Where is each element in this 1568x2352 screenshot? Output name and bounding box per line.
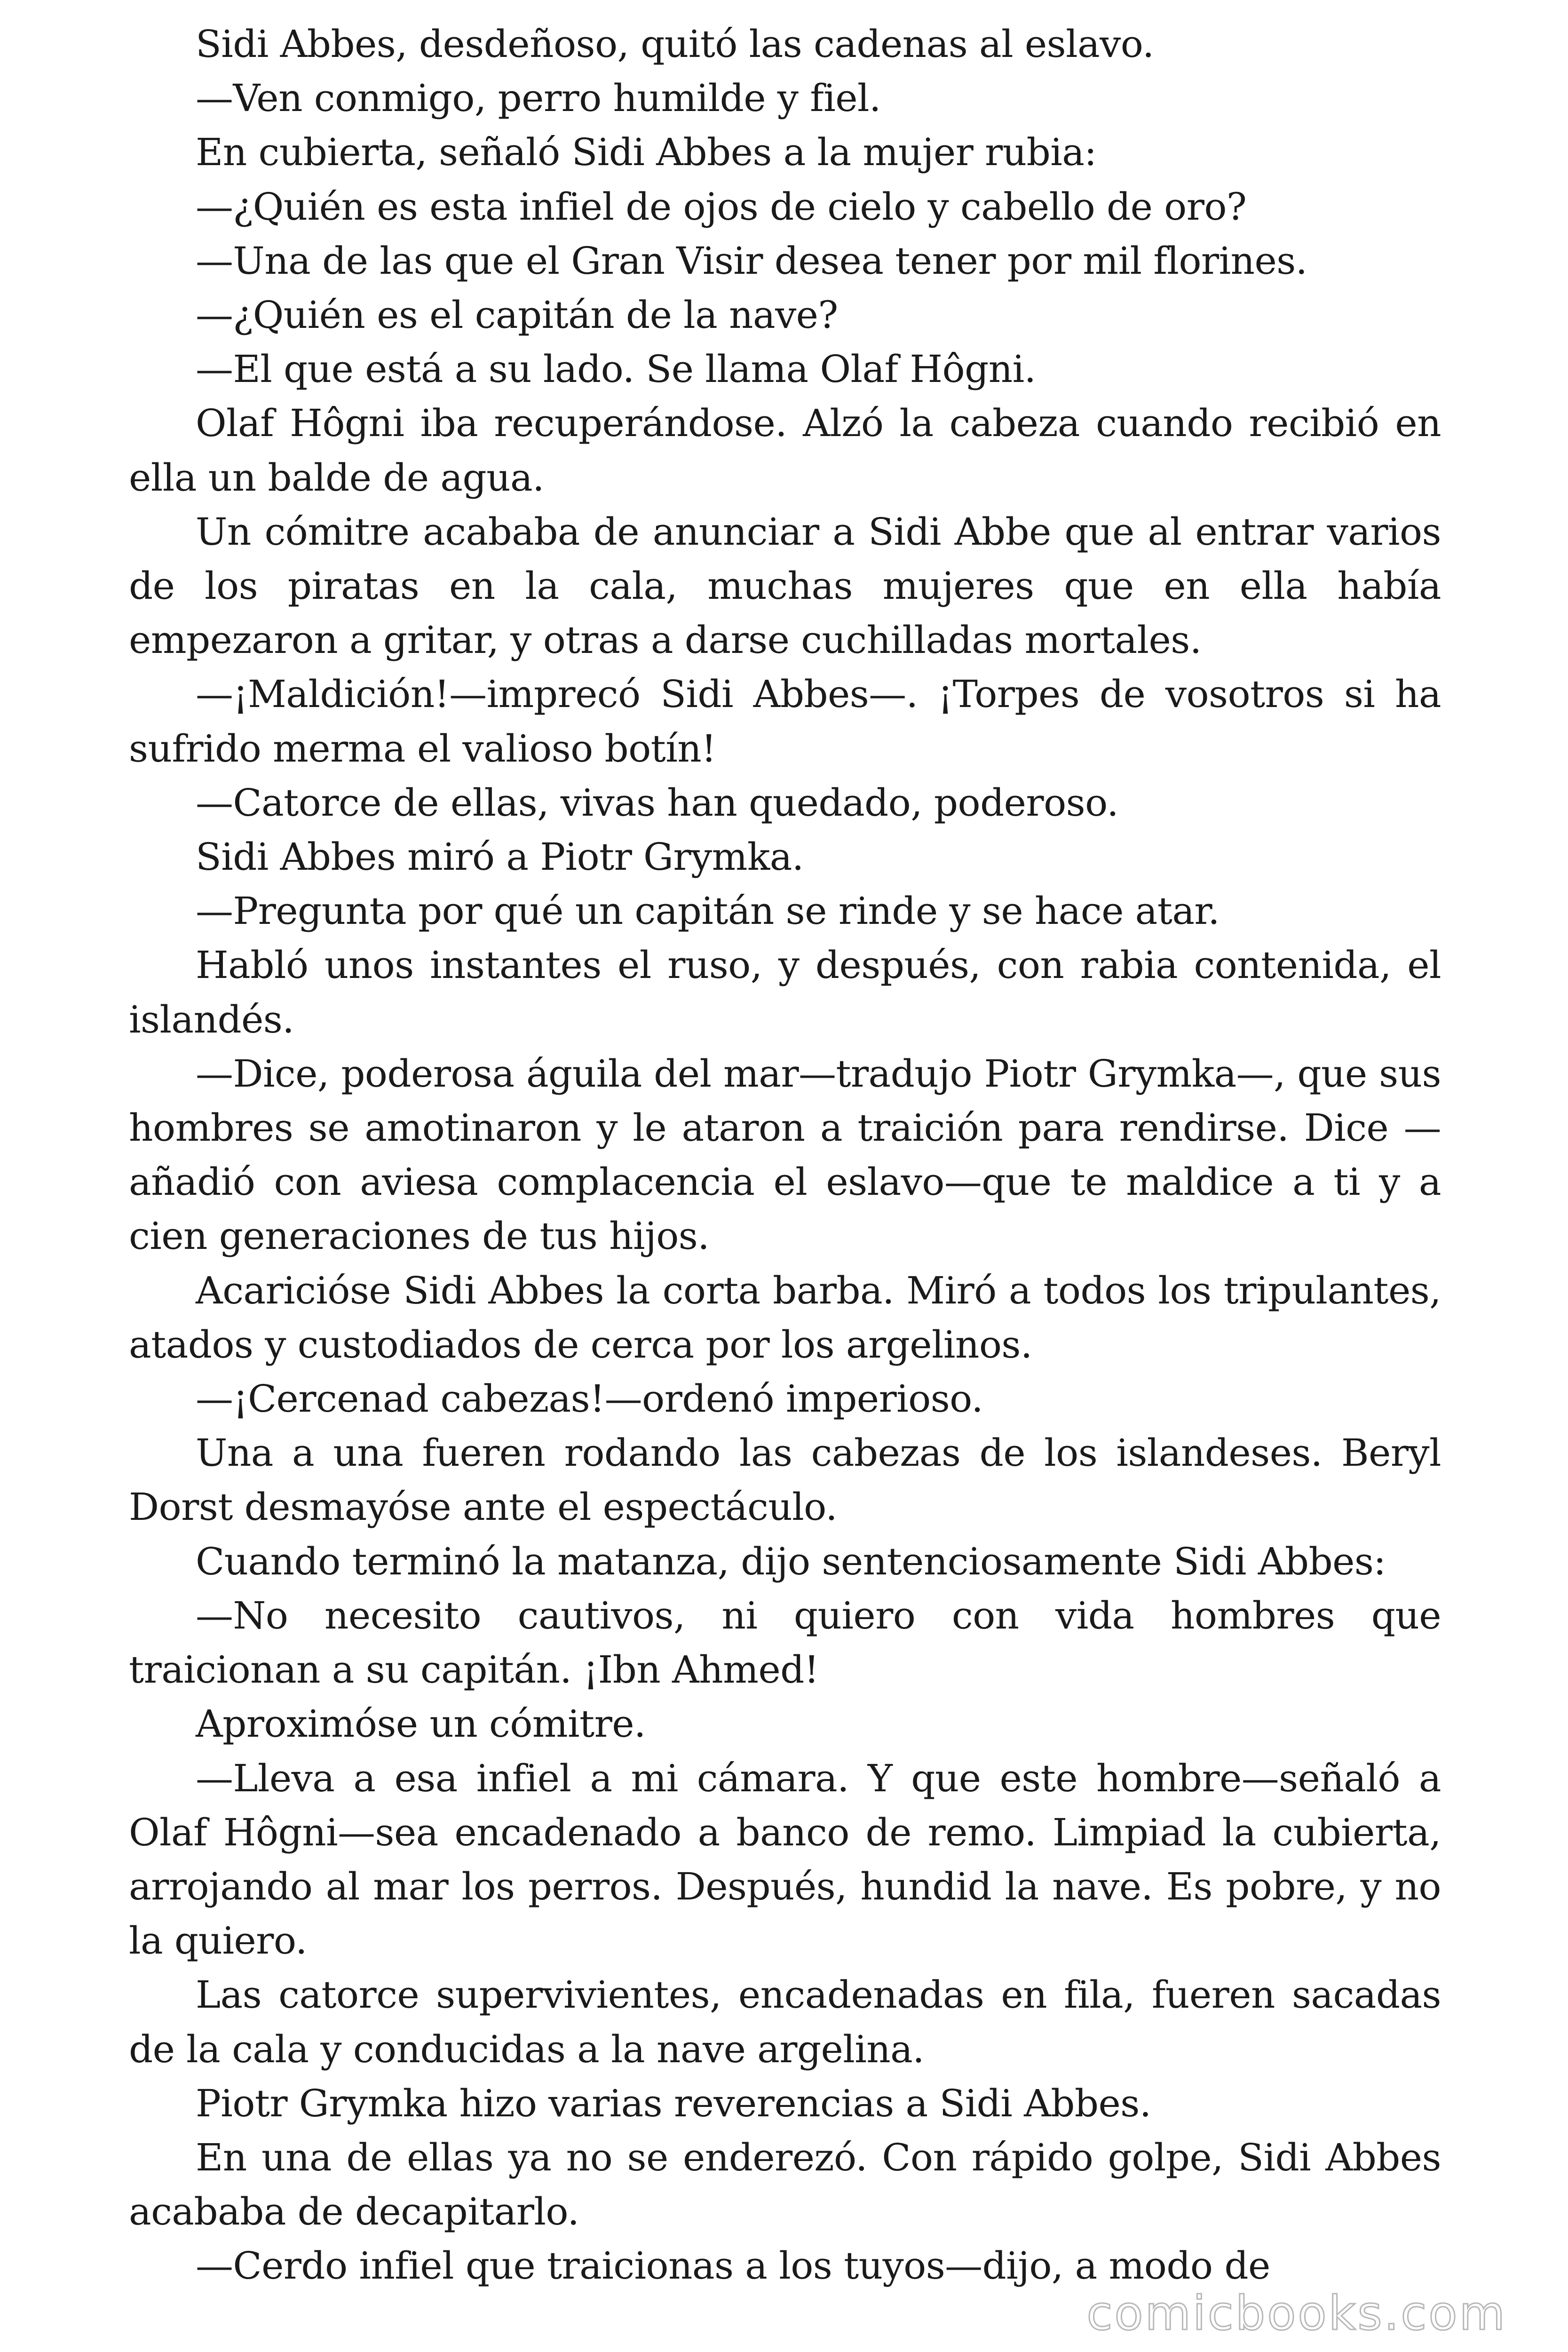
body-text xyxy=(129,17,1441,2293)
paragraph: Acaricióse Sidi Abbes la corta barba. Miró a todos los tripulantes, atados y custodiados de cerca por los argelinos. xyxy=(129,1268,1441,1367)
paragraph: —Ven conmigo, perro humilde y fiel. xyxy=(196,76,881,120)
paragraph: —¡Cercenad cabezas!—ordenó imperioso. xyxy=(196,1377,983,1421)
paragraph: En cubierta, señaló Sidi Abbes a la mujer rubia: xyxy=(196,130,1097,175)
paragraph: —¿Quién es el capitán de la nave? xyxy=(196,293,838,337)
paragraph: —Lleva a esa infiel a mi cámara. Y que este hombre—señaló a Olaf Hôgni—sea encadenado a banco de remo. Limpiad la cubierta, arrojando al mar los perros. Después, hundid la nave. Es pobre, y no la quiero. xyxy=(129,1756,1441,1963)
paragraph: —Cerdo infiel que traicionas a los tuyos—dijo, a modo de xyxy=(196,2244,1270,2288)
paragraph: Piotr Grymka hizo varias reverencias a Sidi Abbes. xyxy=(196,2081,1151,2125)
paragraph: —¡Maldición!—imprecó Sidi Abbes—. ¡Torpes de vosotros si ha sufrido merma el valioso botín! xyxy=(129,672,1441,771)
paragraph: —Una de las que el Gran Visir desea tener por mil florines. xyxy=(196,238,1307,283)
paragraph: Olaf Hôgni iba recuperándose. Alzó la cabeza cuando recibió en ella un balde de agua. xyxy=(129,401,1441,500)
paragraph: —¿Quién es esta infiel de ojos de cielo y cabello de oro? xyxy=(196,184,1247,229)
paragraph: Un cómitre acababa de anunciar a Sidi Abbe que al entrar varios de los piratas en la cala, muchas mujeres que en ella había empezaron a gritar, y otras a darse cuchilladas mortales. xyxy=(129,509,1441,662)
watermark: comicbooks.com xyxy=(1086,2286,1507,2341)
paragraph: Una a una fueren rodando las cabezas de los islandeses. Beryl Dorst desmayóse ante el espectáculo. xyxy=(129,1431,1441,1529)
paragraph: —Dice, poderosa águila del mar—tradujo Piotr Grymka—, que sus hombres se amotinaron y le ataron a traición para rendirse. Dice —añadió con aviesa complacencia el eslavo—que te maldice a ti y a cien generaciones de tus hijos. xyxy=(129,1051,1441,1258)
paragraph: En una de ellas ya no se enderezó. Con rápido golpe, Sidi Abbes acababa de decapitarlo. xyxy=(129,2135,1441,2234)
paragraph: Las catorce supervivientes, encadenadas en fila, fueren sacadas de la cala y conducidas a la nave argelina. xyxy=(129,1973,1441,2071)
paragraph: Sidi Abbes, desdeñoso, quitó las cadenas al eslavo. xyxy=(196,22,1154,66)
paragraph: Sidi Abbes miró a Piotr Grymka. xyxy=(196,835,804,879)
paragraph: —Pregunta por qué un capitán se rinde y se hace atar. xyxy=(196,889,1220,933)
paragraph: —El que está a su lado. Se llama Olaf Hôgni. xyxy=(196,347,1036,391)
paragraph: Cuando terminó la matanza, dijo sentenciosamente Sidi Abbes: xyxy=(196,1539,1386,1583)
paragraph: Habló unos instantes el ruso, y después, con rabia contenida, el islandés. xyxy=(129,943,1441,1041)
paragraph: Aproximóse un cómitre. xyxy=(196,1702,646,1746)
paragraph: —Catorce de ellas, vivas han quedado, poderoso. xyxy=(196,780,1119,825)
paragraph: —No necesito cautivos, ni quiero con vida hombres que traicionan a su capitán. ¡Ibn Ahmed! xyxy=(129,1593,1441,1692)
